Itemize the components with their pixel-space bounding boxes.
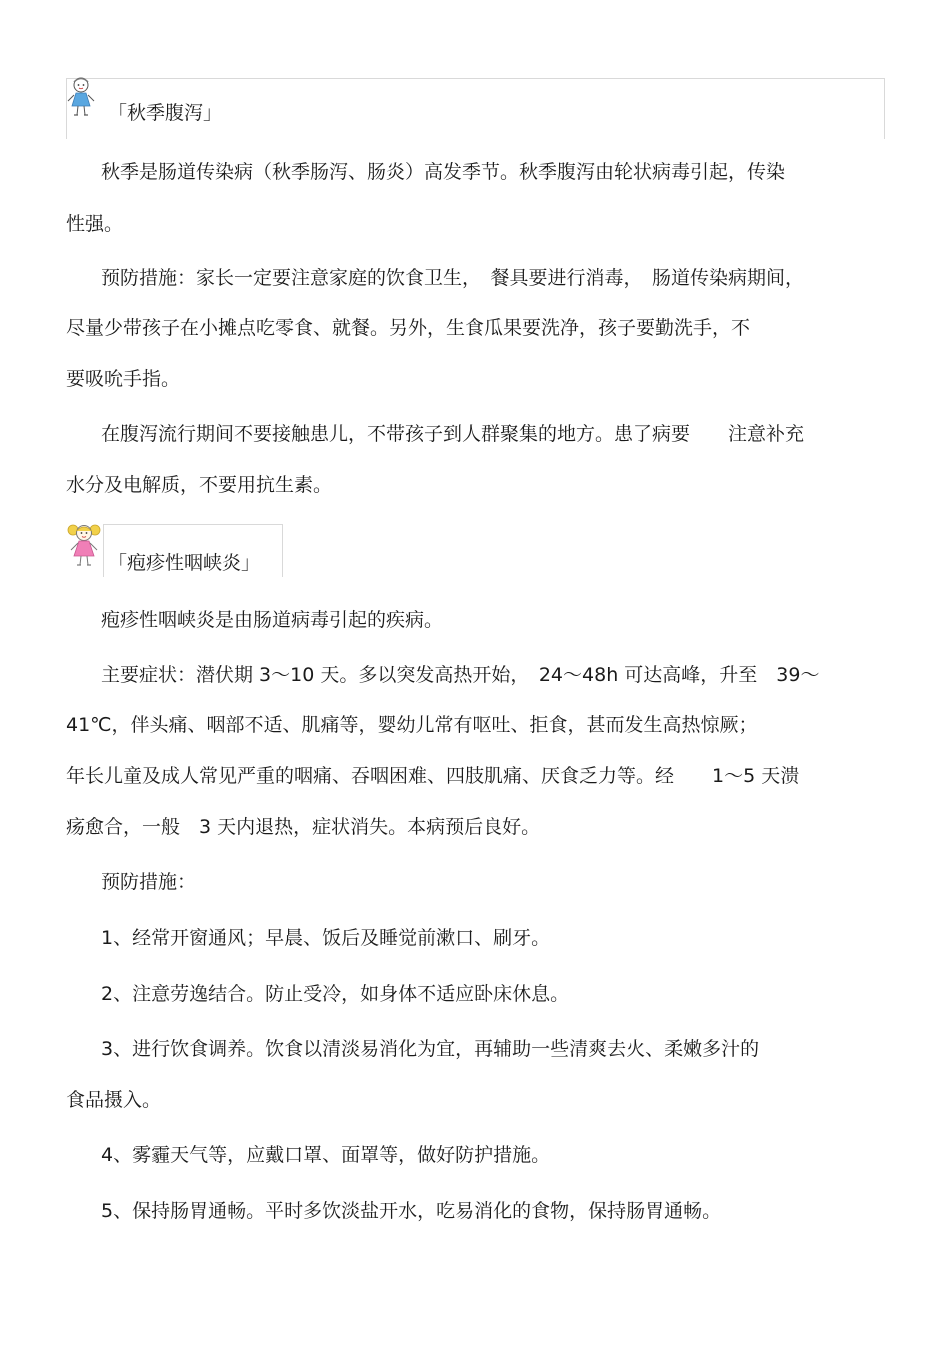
paragraph-line: 疱疹性咽峡炎是由肠道病毒引起的疾病。 <box>101 609 444 631</box>
paragraph-line: 水分及电解质，不要用抗生素。 <box>66 474 333 496</box>
girl-blue-dress-icon <box>66 76 98 118</box>
girl-pink-dress-icon <box>66 522 102 568</box>
section-heading: 「疱疹性咽峡炎」 <box>108 552 261 574</box>
paragraph-line: 预防措施： <box>101 871 197 893</box>
list-item: 2、注意劳逸结合。防止受冷，如身体不适应卧床休息。 <box>101 983 570 1005</box>
list-item: 1、经常开窗通风；早晨、饭后及睡觉前漱口、刷牙。 <box>101 927 551 949</box>
paragraph-line: 疡愈合，一般 3 天内退热，症状消失。本病预后良好。 <box>66 816 541 838</box>
section-heading: 「秋季腹泻」 <box>108 102 223 124</box>
list-item: 3、进行饮食调养。饮食以清淡易消化为宜，再辅助一些清爽去火、柔嫩多汁的 <box>101 1038 760 1060</box>
paragraph-line: 41℃，伴头痛、咽部不适、肌痛等，婴幼儿常有呕吐、拒食，甚而发生高热惊厥； <box>66 714 758 736</box>
paragraph-line: 预防措施：家长一定要注意家庭的饮食卫生， 餐具要进行消毒， 肠道传染病期间， <box>101 267 805 289</box>
paragraph-line: 年长儿童及成人常见严重的咽痛、吞咽困难、四肢肌痛、厌食乏力等。经 1～5 天溃 <box>66 765 800 787</box>
list-item-continuation: 食品摄入。 <box>66 1089 162 1111</box>
list-item: 5、保持肠胃通畅。平时多饮淡盐开水，吃易消化的食物，保持肠胃通畅。 <box>101 1200 722 1222</box>
paragraph-line: 主要症状：潜伏期 3～10 天。多以突发高热开始， 24～48h 可达高峰，升至 39～ <box>101 664 820 686</box>
list-item: 4、雾霾天气等，应戴口罩、面罩等，做好防护措施。 <box>101 1144 551 1166</box>
paragraph-line: 要吸吮手指。 <box>66 368 181 390</box>
paragraph-line: 秋季是肠道传染病（秋季肠泻、肠炎）高发季节。秋季腹泻由轮状病毒引起，传染 <box>101 161 786 183</box>
paragraph-line: 在腹泻流行期间不要接触患儿，不带孩子到人群聚集的地方。患了病要 注意补充 <box>101 423 805 445</box>
paragraph-line: 性强。 <box>66 213 124 235</box>
paragraph-line: 尽量少带孩子在小摊点吃零食、就餐。另外，生食瓜果要洗净，孩子要勤洗手，不 <box>66 317 751 339</box>
